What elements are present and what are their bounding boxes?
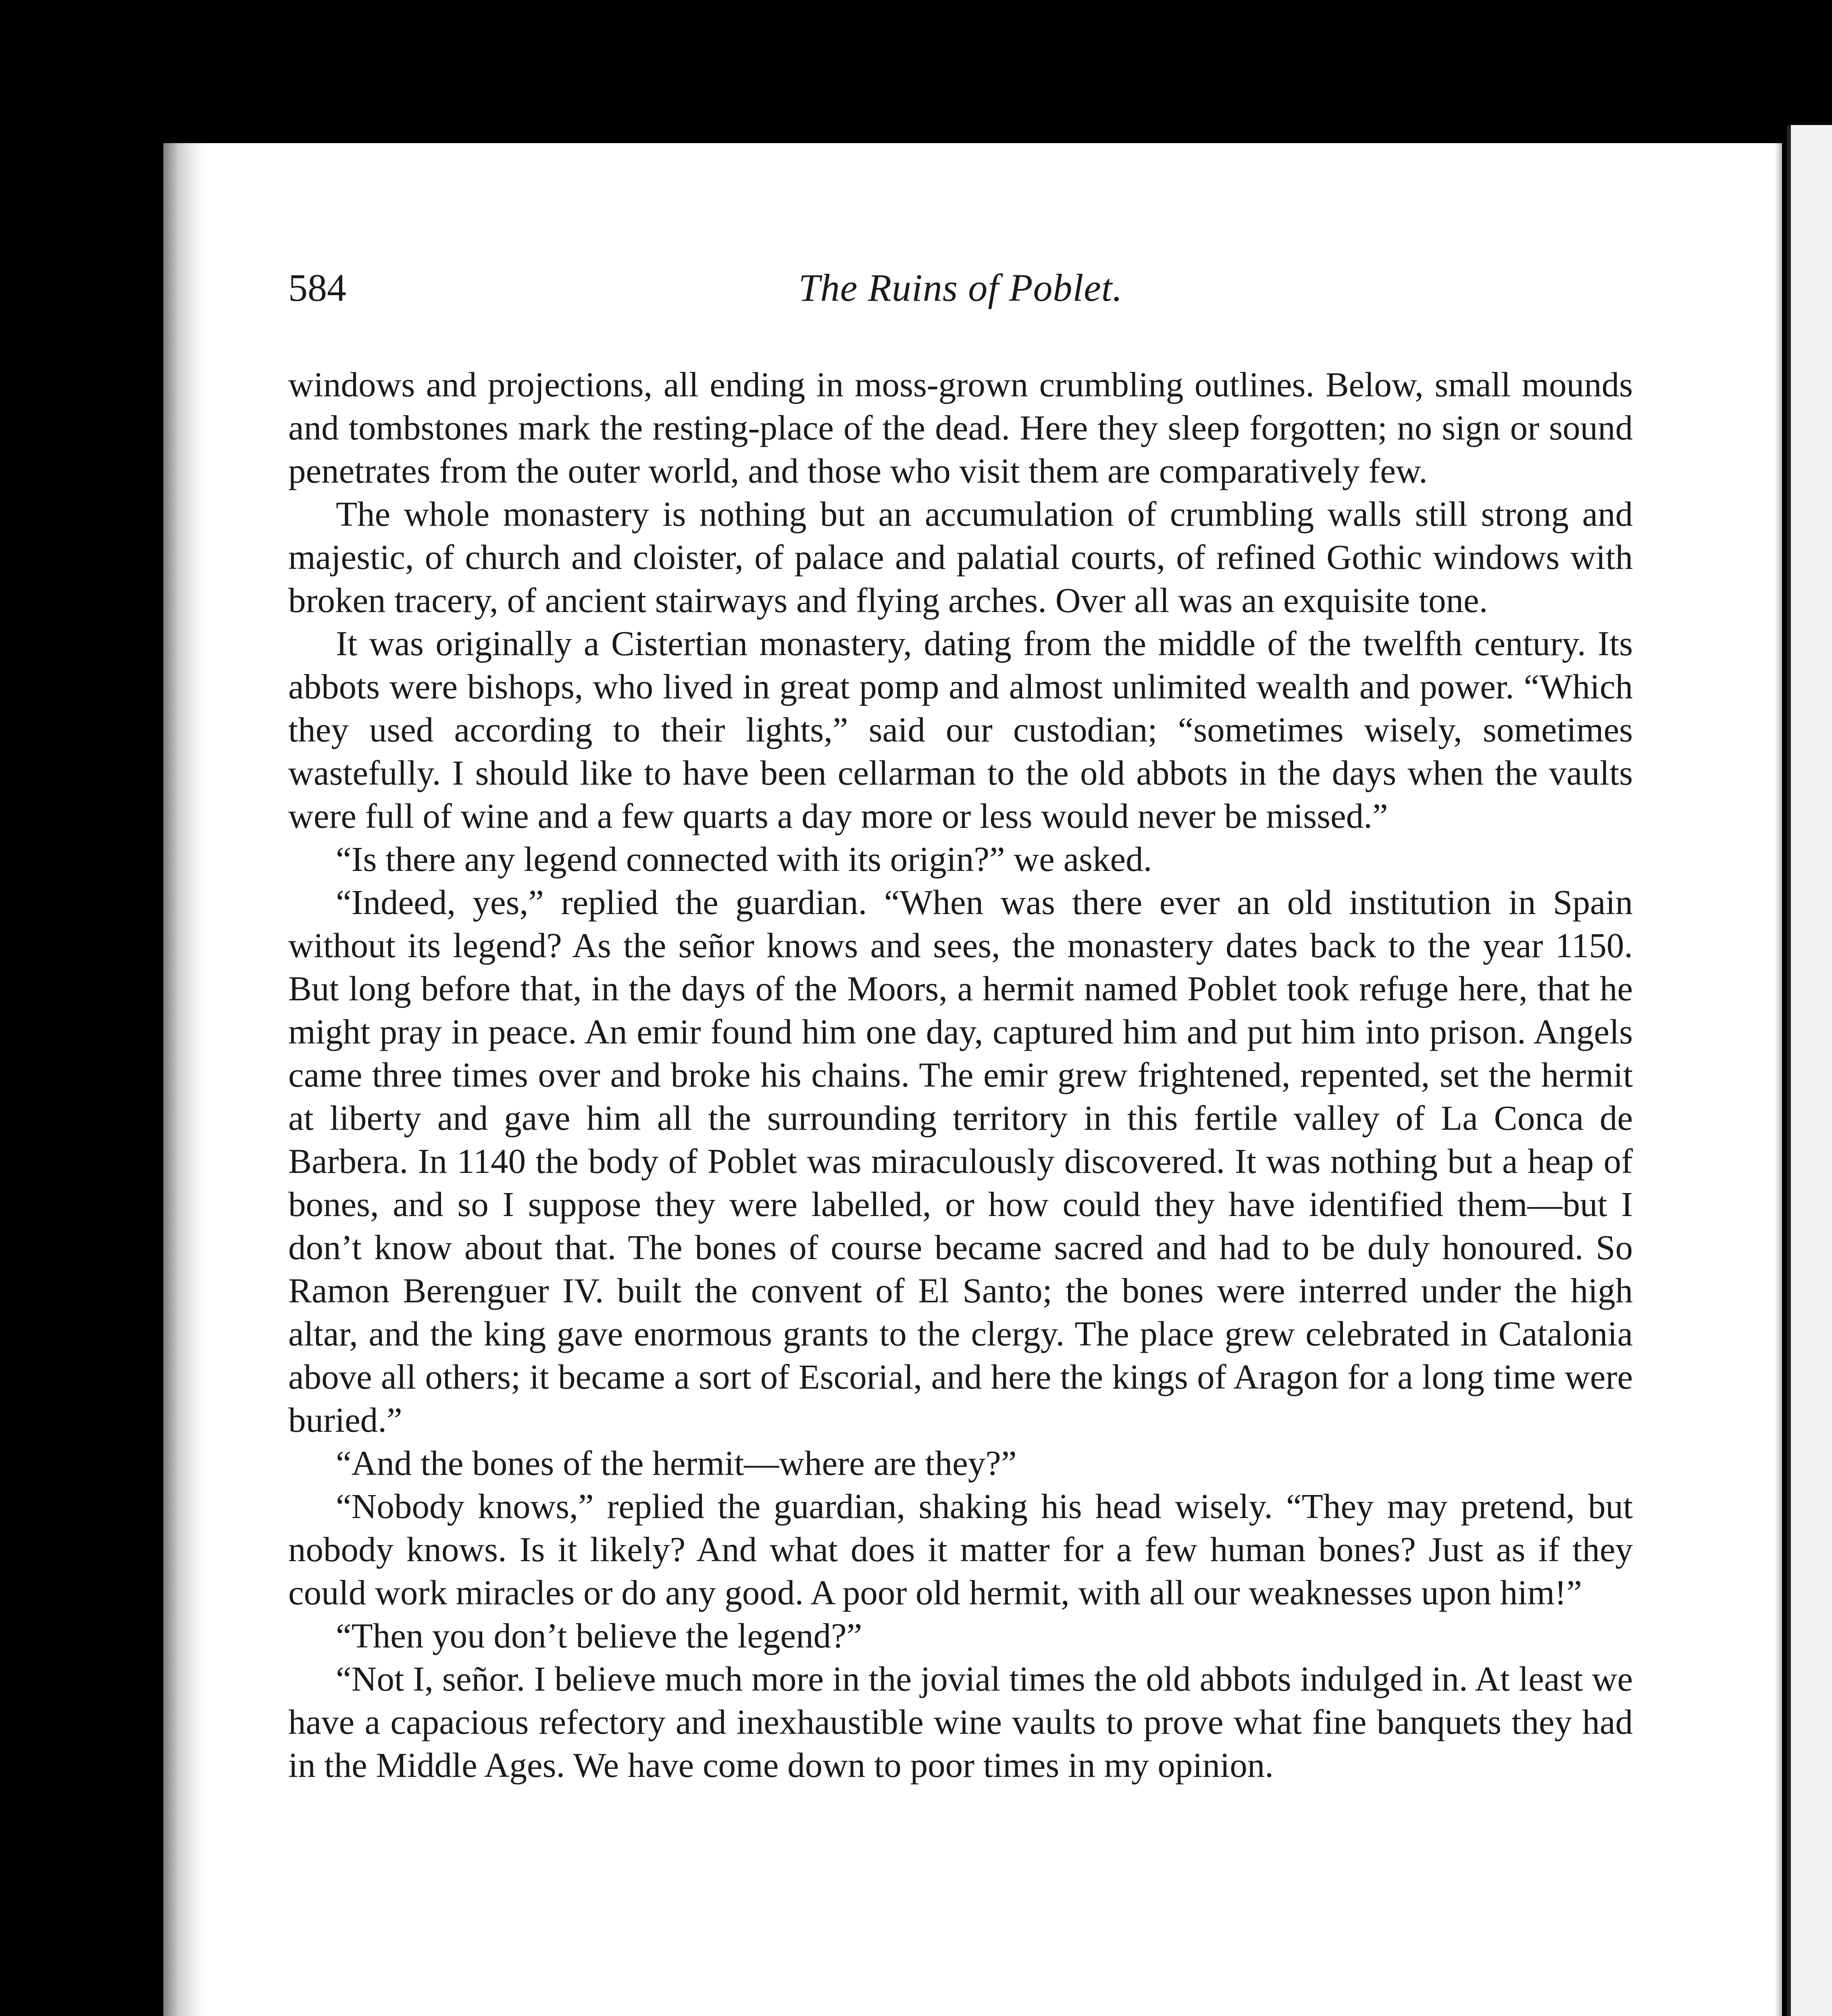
facing-page-edge — [1787, 125, 1832, 2016]
paragraph: “And the bones of the hermit—where are they?” — [336, 1443, 1017, 1483]
spine-shadow — [163, 143, 208, 2016]
paragraph: “Indeed, yes,” replied the guardian. “When was there ever an old institution in Spain without its legend? As the señor knows and sees, the monastery dates back to the year 1150. But long before that, in the days of the Moors, a hermit named Poblet took refuge here, that he might pray in peace. An emir found him one day, captured him and put him into prison. Angels came three times over and broke his chains. The emir grew frightened, repented, set the hermit at liberty and gave him all the surrounding territory in this fertile valley of La Conca de Barbera. In 1140 the body of Poblet was miraculously discovered. It was nothing but a heap of bones, and so I suppose they were labelled, or how could they have identified them—but I don’t know about that. The bones of course became sacred and had to be duly honoured. So Ramon Berenguer IV. built the convent of El Santo; the bones were interred under the high altar, and the king gave enormous grants to the clergy. The place grew celebrated in Catalonia above all others; it became a sort of Escorial, and here the kings of Aragon for a long time were buried.” — [288, 883, 1633, 1439]
page-edge — [1775, 143, 1782, 2016]
running-head — [288, 258, 1633, 319]
paragraph: windows and projections, all ending in moss-grown crumbling outlines. Below, small mounds and tombstones mark the resting-place of the dead. Here they sleep forgotten; no sign or sound penetrates from the outer world, and those who visit them are comparatively few. — [288, 365, 1633, 490]
running-title: The Ruins of Poblet. — [798, 266, 1123, 309]
paragraph: “Not I, señor. I believe much more in the jovial times the old abbots indulged in. At least we have a capacious refectory and inexhaustible wine vaults to prove what fine banquets they had in the Middle Ages. We have come down to poor times in my opinion. — [288, 1659, 1633, 1785]
paragraph: The whole monastery is nothing but an accumulation of crumbling walls still strong and majestic, of church and cloister, of palace and palatial courts, of refined Gothic windows with broken tracery, of ancient stairways and flying arches. Over all was an exquisite tone. — [288, 494, 1633, 620]
paragraph: “Nobody knows,” replied the guardian, shaking his head wisely. “They may pretend, but nobody knows. Is it likely? And what does it matter for a few human bones? Just as if they could work miracles or do any good. A poor old hermit, with all our weaknesses upon him!” — [288, 1487, 1633, 1612]
paragraph: It was originally a Cistertian monastery, dating from the middle of the twelfth century. Its abbots were bishops, who lived in great pomp and almost unlimited wealth and power. “Which they used according to their lights,” said our custodian; “sometimes wisely, sometimes wastefully. I should like to have been cellarman to the old abbots in the days when the vaults were full of wine and a few quarts a day more or less would never be missed.” — [288, 624, 1633, 835]
paragraph: “Is there any legend connected with its origin?” we asked. — [336, 839, 1152, 879]
page-number: 584 — [288, 266, 346, 309]
text-block — [288, 258, 1633, 1787]
paragraph: “Then you don’t believe the legend?” — [336, 1616, 862, 1655]
